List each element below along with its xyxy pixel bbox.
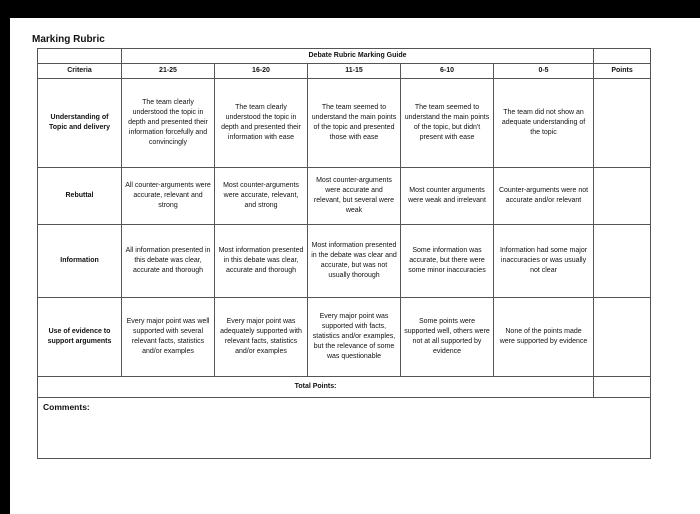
rubric-cell: All information presented in this debate was clear, accurate and thorough — [122, 225, 215, 298]
total-points-cell[interactable] — [594, 377, 651, 398]
rubric-cell: Most counter-arguments were accurate, relevant, and strong — [215, 168, 308, 225]
rubric-cell: The team did not show an adequate understanding of the topic — [494, 79, 594, 168]
criteria-header: Criteria — [38, 64, 122, 79]
points-cell[interactable] — [594, 298, 651, 377]
rubric-row-evidence — [38, 298, 651, 377]
criterion-label: Information — [38, 225, 122, 298]
criterion-label: Rebuttal — [38, 168, 122, 225]
criterion-label: Understanding of Topic and delivery — [38, 79, 122, 168]
range-header: 16-20 — [215, 64, 308, 79]
total-row — [38, 377, 651, 398]
points-cell[interactable] — [594, 225, 651, 298]
rubric-cell: Counter-arguments were not accurate and/or relevant — [494, 168, 594, 225]
rubric-cell: Every major point was supported with facts, statistics and/or examples, but the relevance of some was questionable — [308, 298, 401, 377]
rubric-cell: The team seemed to understand the main points of the topic, but didn't present with ease — [401, 79, 494, 168]
points-cell[interactable] — [594, 79, 651, 168]
corner-cell — [38, 49, 122, 64]
range-header: 21-25 — [122, 64, 215, 79]
comments-label: Comments: — [43, 402, 90, 412]
range-header: 0-5 — [494, 64, 594, 79]
comments-cell[interactable] — [38, 398, 651, 459]
range-header: 11-15 — [308, 64, 401, 79]
points-cell[interactable] — [594, 168, 651, 225]
corner-cell-right — [594, 49, 651, 64]
criterion-label: Use of evidence to support arguments — [38, 298, 122, 377]
rubric-cell: Some points were supported well, others were not at all supported by evidence — [401, 298, 494, 377]
rubric-row-rebuttal — [38, 168, 651, 225]
rubric-cell: Most counter-arguments were accurate and relevant, but several were weak — [308, 168, 401, 225]
range-header: 6-10 — [401, 64, 494, 79]
rubric-cell: Some information was accurate, but there were some minor inaccuracies — [401, 225, 494, 298]
rubric-cell: Information had some major inaccuracies or was usually not clear — [494, 225, 594, 298]
rubric-row-understanding — [38, 79, 651, 168]
total-points-label: Total Points: — [38, 377, 594, 398]
comments-row — [38, 398, 651, 459]
rubric-cell: Most information presented in this debate was clear, accurate and thorough — [215, 225, 308, 298]
rubric-row-information — [38, 225, 651, 298]
rubric-cell: Most counter arguments were weak and irrelevant — [401, 168, 494, 225]
rubric-cell: The team clearly understood the topic in depth and presented their information forcefully and convincingly — [122, 79, 215, 168]
rubric-table — [37, 48, 651, 459]
rubric-cell: Most information presented in the debate was clear and accurate, but was not usually thorough — [308, 225, 401, 298]
document-title: Marking Rubric — [32, 34, 105, 45]
rubric-cell: None of the points made were supported by evidence — [494, 298, 594, 377]
guide-title: Debate Rubric Marking Guide — [122, 49, 594, 64]
rubric-cell: Every major point was well supported with several relevant facts, statistics and/or examples — [122, 298, 215, 377]
rubric-cell: All counter-arguments were accurate, relevant and strong — [122, 168, 215, 225]
rubric-cell: Every major point was adequately supported with relevant facts, statistics and/or examples — [215, 298, 308, 377]
rubric-cell: The team seemed to understand the main points of the topic and presented those with ease — [308, 79, 401, 168]
points-header: Points — [594, 64, 651, 79]
rubric-cell: The team clearly understood the topic in depth and presented their information with ease — [215, 79, 308, 168]
